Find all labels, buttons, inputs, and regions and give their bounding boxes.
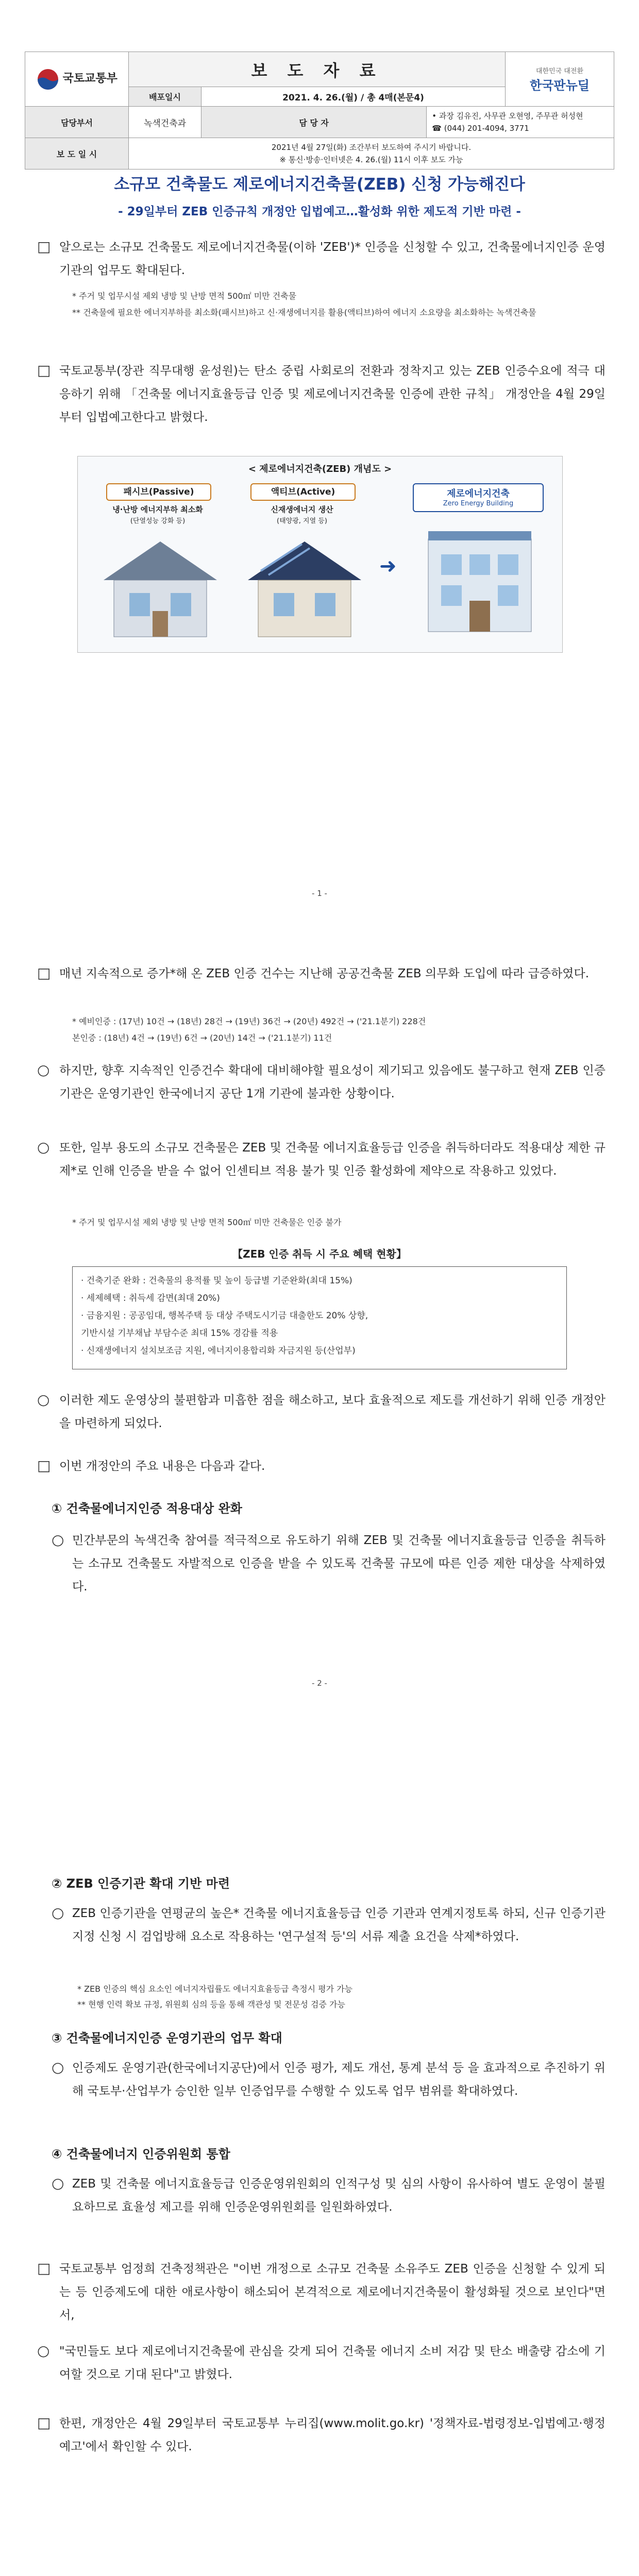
p2-para3: 또한, 일부 용도의 소규모 건축물은 ZEB 및 건축물 에너지효율등급 인증을 취득하더라도 적용대상 제한 규제*로 인해 인증을 받을 수 없어 인센티브 적용 불가 및 인증 활성화에 제약으로 작용하고 있었다. — [59, 1141, 606, 1178]
active-house-icon — [238, 534, 372, 642]
p2-note1: * 예비인증 : (17년) 10건 → (18년) 28건 → (19년) 36건 → (20년) 492건 → ('21.1분기) 228건 — [72, 1016, 426, 1026]
page-number-2: - 2 - — [312, 1679, 327, 1688]
item1-body: 민간부문의 녹색건축 참여를 적극적으로 유도하기 위해 ZEB 및 건축물 에너지효율등급 인증을 취득하는 소규모 건축물도 자발적으로 인증을 받을 수 있도록 건축물 규모에 따른 인증 제한 대상을 삭제하였다. — [72, 1534, 606, 1594]
benefit-item: 기반시설 기부채납 부담수준 최대 15% 경감률 적용 — [81, 1328, 278, 1338]
p2-note3: * 주거 및 업무시설 제외 냉방 및 난방 면적 500㎡ 미만 건축물은 인증 불가 — [72, 1217, 342, 1227]
contact-cell — [427, 107, 614, 138]
release-date-cell — [201, 87, 506, 107]
p1-para2: 국토교통부(장관 직무대행 윤성원)는 탄소 중립 사회로의 전환과 정착지고 있는 ZEB 인증수요에 적극 대응하기 위해 「건축물 에너지효율등급 인증 및 제로에너지건축물 인증에 관한 규칙」 개정안을 4월 29일부터 입법예고한다고 밝혔다. — [59, 364, 606, 424]
active-desc: 신재생에너지 생산 — [271, 505, 333, 514]
release-pages: / 총 4매(본문4) — [360, 93, 424, 103]
logo-caption-main: 한국판뉴딜 — [530, 78, 590, 93]
new-deal-logo — [506, 52, 614, 107]
benefit-item: · 세제혜택 : 취득세 감면(최대 20%) — [81, 1293, 220, 1303]
zeb-concept-figure — [77, 456, 563, 653]
logo-caption-top: 대한민국 대전환 — [535, 67, 584, 75]
item3-title: ③ 건축물에너지인증 운영기관의 업무 확대 — [52, 2031, 282, 2045]
item2-note2: ** 현행 인력 확보 규정, 위원회 심의 등을 통해 객관성 및 전문성 검증 가능 — [77, 1999, 345, 2009]
item1-title: ① 건축물에너지인증 적용대상 완화 — [52, 1501, 242, 1516]
benefit-item: · 금융지원 : 공공임대, 행복주택 등 대상 주택도시기금 대출한도 20% 상향, — [81, 1311, 368, 1321]
passive-sub: (단열성능 강화 등) — [130, 517, 186, 525]
header-table — [25, 52, 614, 170]
page-subtitle: - 29일부터 ZEB 인증규칙 개정안 입법예고…활성화 위한 제도적 기반 마련 - — [118, 205, 521, 218]
page-number-1: - 1 - — [312, 889, 327, 898]
embargo-label: 보 도 일 시 — [25, 138, 129, 170]
embargo-line-2: ※ 통신·방송·인터넷은 4. 26.(월) 11시 이후 보도 가능 — [279, 155, 463, 164]
active-sub: (태양광, 지열 등) — [277, 517, 327, 525]
zeb-box — [413, 483, 544, 512]
bullet-square-icon: □ — [37, 2414, 51, 2431]
release-date: 2021. 4. 26.(월) — [282, 93, 358, 103]
dept: 녹색건축과 — [129, 107, 201, 138]
bullet-square-icon: □ — [37, 1457, 51, 1474]
active-label: 액티브(Active) — [250, 483, 356, 501]
zeb-box-en: Zero Energy Building — [443, 500, 514, 507]
p3-para1: 국토교통부 엄정희 건축정책관은 "이번 개정으로 소규모 건축물 소유주도 ZEB 인증을 신청할 수 있게 되는 등 인증제도에 대한 애로사항이 해소되어 본격적으로 제로에너지건축물이 활성화될 것으로 보인다"면서, — [59, 2262, 606, 2322]
bullet-circle-icon: ○ — [52, 1531, 64, 1548]
benefit-item: · 신재생에너지 설치보조금 지원, 에너지이용합리화 자금지원 등(산업부) — [81, 1346, 356, 1356]
release-label: 배포일시 — [129, 87, 201, 107]
page-2 — [0, 911, 639, 1822]
zeb-building-icon — [413, 523, 547, 642]
p2-para4: 이러한 제도 운영상의 불편함과 미흡한 점을 해소하고, 보다 효율적으로 제도를 개선하기 위해 인증 개정안을 마련하게 되었다. — [59, 1394, 606, 1430]
item2-title: ② ZEB 인증기관 확대 기반 마련 — [52, 1876, 230, 1891]
p2-note2: 본인증 : (18년) 4건 → (19년) 6건 → (20년) 14건 → ('21.1분기) 11건 — [72, 1033, 332, 1043]
bullet-circle-icon: ○ — [52, 2175, 64, 2192]
page-3 — [0, 1822, 639, 2576]
benefits-title: 【ZEB 인증 취득 시 주요 혜택 현황】 — [232, 1248, 407, 1260]
p3-para3: 한편, 개정안은 4월 29일부터 국토교통부 누리집(www.molit.go.kr) '정책자료-법령정보-입법예고·행정예고'에서 확인할 수 있다. — [59, 2417, 606, 2453]
benefits-box — [72, 1266, 567, 1369]
benefit-item: · 건축기준 완화 : 건축물의 용적률 및 높이 등급별 기준완화(최대 15%) — [81, 1276, 352, 1286]
figure-title: < 제로에너지건축(ZEB) 개념도 > — [248, 464, 392, 474]
passive-house-icon — [93, 534, 227, 642]
dept-label: 담당부서 — [25, 107, 129, 138]
ministry-cell — [25, 52, 129, 107]
p2-para5: 이번 개정안의 주요 내용은 다음과 같다. — [59, 1460, 265, 1473]
contact-phone: ☎ (044) 201-4094, 3771 — [432, 124, 529, 133]
contact-label: 담 당 자 — [201, 107, 427, 138]
passive-label: 패시브(Passive) — [106, 483, 211, 501]
p1-para1: 알으로는 소규모 건축물도 제로에너지건축물(이하 'ZEB')* 인증을 신청할 수 있고, 건축물에너지인증 운영기관의 업무도 확대된다. — [59, 241, 606, 277]
contact-names: • 과장 김유진, 사무관 오현영, 주무관 허성현 — [432, 111, 583, 121]
embargo-cell — [129, 138, 614, 170]
bullet-square-icon: □ — [37, 238, 51, 255]
arrow-right-icon: ➜ — [379, 554, 397, 578]
passive-desc: 냉·난방 에너지부하 최소화 — [112, 505, 203, 514]
bullet-square-icon: □ — [37, 964, 51, 981]
p1-note2: ** 건축물에 필요한 에너지부하를 최소화(패시브)하고 신·재생에너지를 활용(액티브)하여 에너지 소요량을 최소화하는 녹색건축물 — [72, 308, 536, 317]
item4-title: ④ 건축물에너지 인증위원회 통합 — [52, 2147, 230, 2161]
page-title: 소규모 건축물도 제로에너지건축물(ZEB) 신청 가능해진다 — [114, 175, 525, 194]
page-1 — [0, 0, 639, 911]
item4-body: ZEB 및 건축물 에너지효율등급 인증운영위원회의 인적구성 및 심의 사항이 유사하여 별도 운영이 불필요하므로 효율성 제고를 위해 인증운영위원회를 일원화하였다. — [72, 2177, 606, 2214]
zeb-box-label: 제로에너지건축 — [447, 488, 510, 499]
item2-body: ZEB 인증기관을 연평균의 높은* 건축물 에너지효율등급 인증 기관과 연계지정토록 하되, 신규 인증기관 지정 신청 시 검업방해 요소로 작용하는 '연구설적 등'의 서류 제출 요건을 삭제*하였다. — [72, 1907, 606, 1943]
item3-body: 인증제도 운영기관(한국에너지공단)에서 인증 평가, 제도 개선, 통계 분석 등 을 효과적으로 추진하기 위해 국토부·산업부가 승인한 일부 인증업무를 수행할 수 있도록 업무 범위를 확대하였다. — [72, 2061, 606, 2098]
item2-note1: * ZEB 인증의 핵심 요소인 에너지자립률도 에너지효율등급 측정시 평가 가능 — [77, 1984, 353, 1994]
bullet-circle-icon: ○ — [52, 2059, 64, 2076]
bullet-circle-icon: ○ — [37, 1139, 50, 1156]
bullet-circle-icon: ○ — [52, 1904, 64, 1921]
ministry-logo-icon — [36, 67, 60, 91]
p2-para1: 매년 지속적으로 증가*해 온 ZEB 인증 건수는 지난해 공공건축물 ZEB 의무화 도입에 따라 급증하였다. — [59, 967, 590, 980]
p3-para2: "국민들도 보다 제로에너지건축물에 관심을 갖게 되어 건축물 에너지 소비 저감 및 탄소 배출량 감소에 기여할 것으로 기대 된다"고 밝혔다. — [59, 2345, 606, 2381]
bullet-square-icon: □ — [37, 2260, 51, 2277]
doc-type: 보 도 자 료 — [129, 52, 506, 87]
p2-para2: 하지만, 향후 지속적인 인증건수 확대에 대비해야할 필요성이 제기되고 있음에도 불구하고 현재 ZEB 인증기관은 운영기관인 한국에너지 공단 1개 기관에 불과한 상황이다. — [59, 1064, 606, 1100]
embargo-line-1: 2021년 4월 27일(화) 조간부터 보도하여 주시기 바랍니다. — [271, 143, 472, 152]
bullet-square-icon: □ — [37, 362, 51, 379]
ministry-name: 국토교통부 — [62, 72, 117, 85]
bullet-circle-icon: ○ — [37, 1061, 50, 1078]
p1-note1: * 주거 및 업무시설 제외 냉방 및 난방 면적 500㎡ 미만 건축물 — [72, 291, 297, 301]
bullet-circle-icon: ○ — [37, 2342, 50, 2359]
bullet-circle-icon: ○ — [37, 1391, 50, 1408]
